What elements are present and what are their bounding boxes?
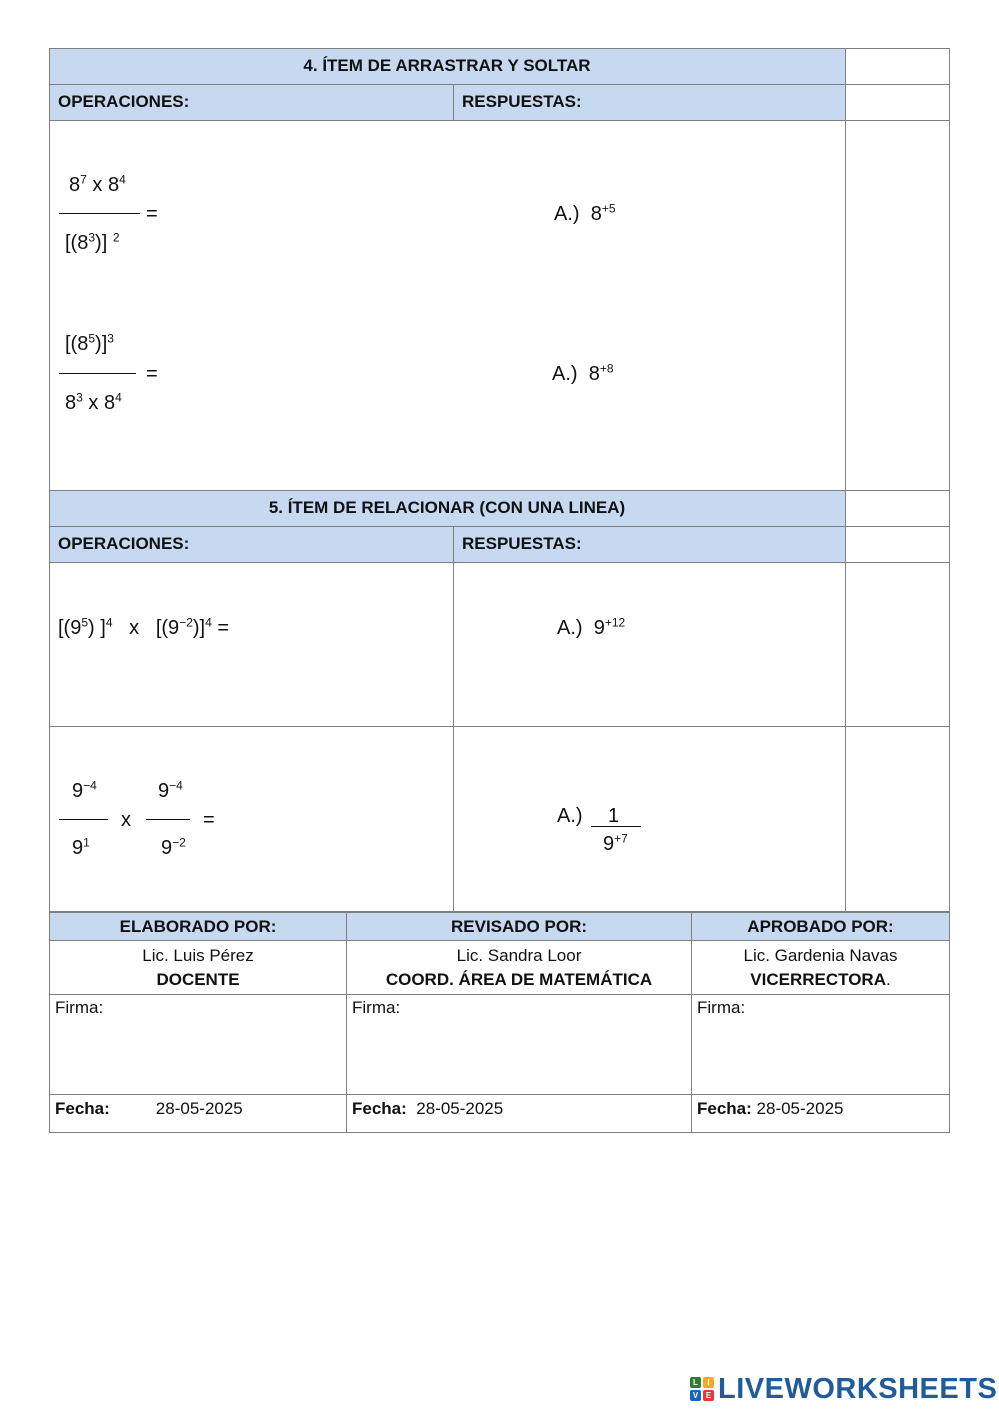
- footer-aprobado-header: APROBADO POR:: [747, 917, 894, 936]
- section5-op2-numerator-1: $9^{-4}$: [72, 778, 97, 802]
- footer-elaborado-name: Lic. Luis Pérez: [142, 946, 254, 965]
- section4-op2-fraction-bar: [59, 373, 136, 374]
- section5-op2-denominator-2: $9^{-2}$: [161, 835, 186, 859]
- footer-aprobado-date: Fecha: 28-05-2025: [697, 1099, 844, 1118]
- section4-op1-denominator: $[(8^3)]$ $^2$: [65, 230, 120, 254]
- section4-op1-numerator: $8^7$ x $8^4$: [69, 172, 126, 196]
- section4-op2-denominator: $8^3$ x $8^4$: [65, 390, 122, 414]
- section4-answer1[interactable]: A.) $8^{+5}$: [554, 201, 616, 225]
- section5-row1-answer-cell: [453, 562, 846, 727]
- section4-answer2[interactable]: A.) $8^{+8}$: [552, 361, 614, 385]
- section4-side-body-cell: [845, 120, 950, 491]
- liveworksheets-logo-icon: L I V E: [690, 1377, 714, 1401]
- footer-revisado-date: Fecha: 28-05-2025: [352, 1099, 504, 1118]
- section4-side-cell-2: [845, 84, 950, 121]
- footer-revisado-signature-label: Firma:: [352, 998, 401, 1017]
- section4-body-cell: [49, 120, 846, 491]
- footer-aprobado-signature-label: Firma:: [697, 998, 746, 1017]
- section4-op1-equals: =: [146, 203, 158, 225]
- section4-op2-equals: =: [146, 363, 158, 385]
- section5-answer1[interactable]: A.) $9^{+12}$: [557, 615, 626, 639]
- footer-elaborado-date: Fecha: 28-05-2025: [55, 1099, 243, 1118]
- section5-operations-header: OPERACIONES:: [58, 534, 190, 553]
- footer-aprobado-role: VICERRECTORA.: [750, 970, 891, 989]
- section5-side-cell-2: [845, 526, 950, 563]
- section5-row1-side-cell: [845, 562, 950, 727]
- section4-title: 4. ÍTEM DE ARRASTRAR Y SOLTAR: [303, 56, 591, 75]
- section5-answers-header: RESPUESTAS:: [462, 534, 582, 553]
- footer-aprobado-name: Lic. Gardenia Navas: [743, 946, 898, 965]
- section4-op2-numerator: $[(8^5)]^3$: [65, 331, 114, 355]
- footer-elaborado-role: DOCENTE: [156, 970, 240, 989]
- section4-op1-fraction-bar: [59, 213, 140, 214]
- footer-elaborado-header: ELABORADO POR:: [119, 917, 277, 936]
- section5-row2-side-cell: [845, 726, 950, 912]
- section5-op2-times: x: [121, 809, 131, 831]
- section5-title: 5. ÍTEM DE RELACIONAR (CON UNA LINEA): [268, 498, 626, 517]
- liveworksheets-logo-text: LIVEWORKSHEETS: [718, 1372, 998, 1405]
- footer-elaborado-signature-label: Firma:: [55, 998, 104, 1017]
- section5-answer2-denominator: $9^{+7}$: [603, 831, 628, 855]
- section5-row2-operation-cell: [49, 726, 454, 912]
- footer-revisado-header: REVISADO POR:: [450, 917, 588, 936]
- section5-op1-expression: [$(9^5)$ ]$^4$ x $[(9^{-2})]^4$ =: [58, 615, 230, 639]
- section5-side-cell: [845, 490, 950, 527]
- section5-answer2-numerator: 1: [608, 805, 620, 827]
- section5-op2-fraction-bar-2: [146, 819, 190, 820]
- section5-op2-numerator-2: $9^{-4}$: [158, 778, 183, 802]
- section5-row2-answer-cell: [453, 726, 846, 912]
- section5-op2-denominator-1: $9^1$: [72, 835, 90, 859]
- section5-op2-equals: =: [203, 809, 215, 831]
- section5-op2-fraction-bar-1: [59, 819, 108, 820]
- section5-answer2-letter[interactable]: A.): [557, 805, 583, 827]
- footer-revisado-name: Lic. Sandra Loor: [456, 946, 582, 965]
- section5-answer2-fraction-bar: [591, 826, 641, 827]
- liveworksheets-logo: [690, 1372, 997, 1406]
- footer-revisado-role: COORD. ÁREA DE MATEMÁTICA: [385, 970, 653, 989]
- section4-answers-header: RESPUESTAS:: [462, 92, 582, 111]
- section5-row1-operation-cell: [49, 562, 454, 727]
- section4-side-cell: [845, 48, 950, 85]
- section4-operations-header: OPERACIONES:: [58, 92, 190, 111]
